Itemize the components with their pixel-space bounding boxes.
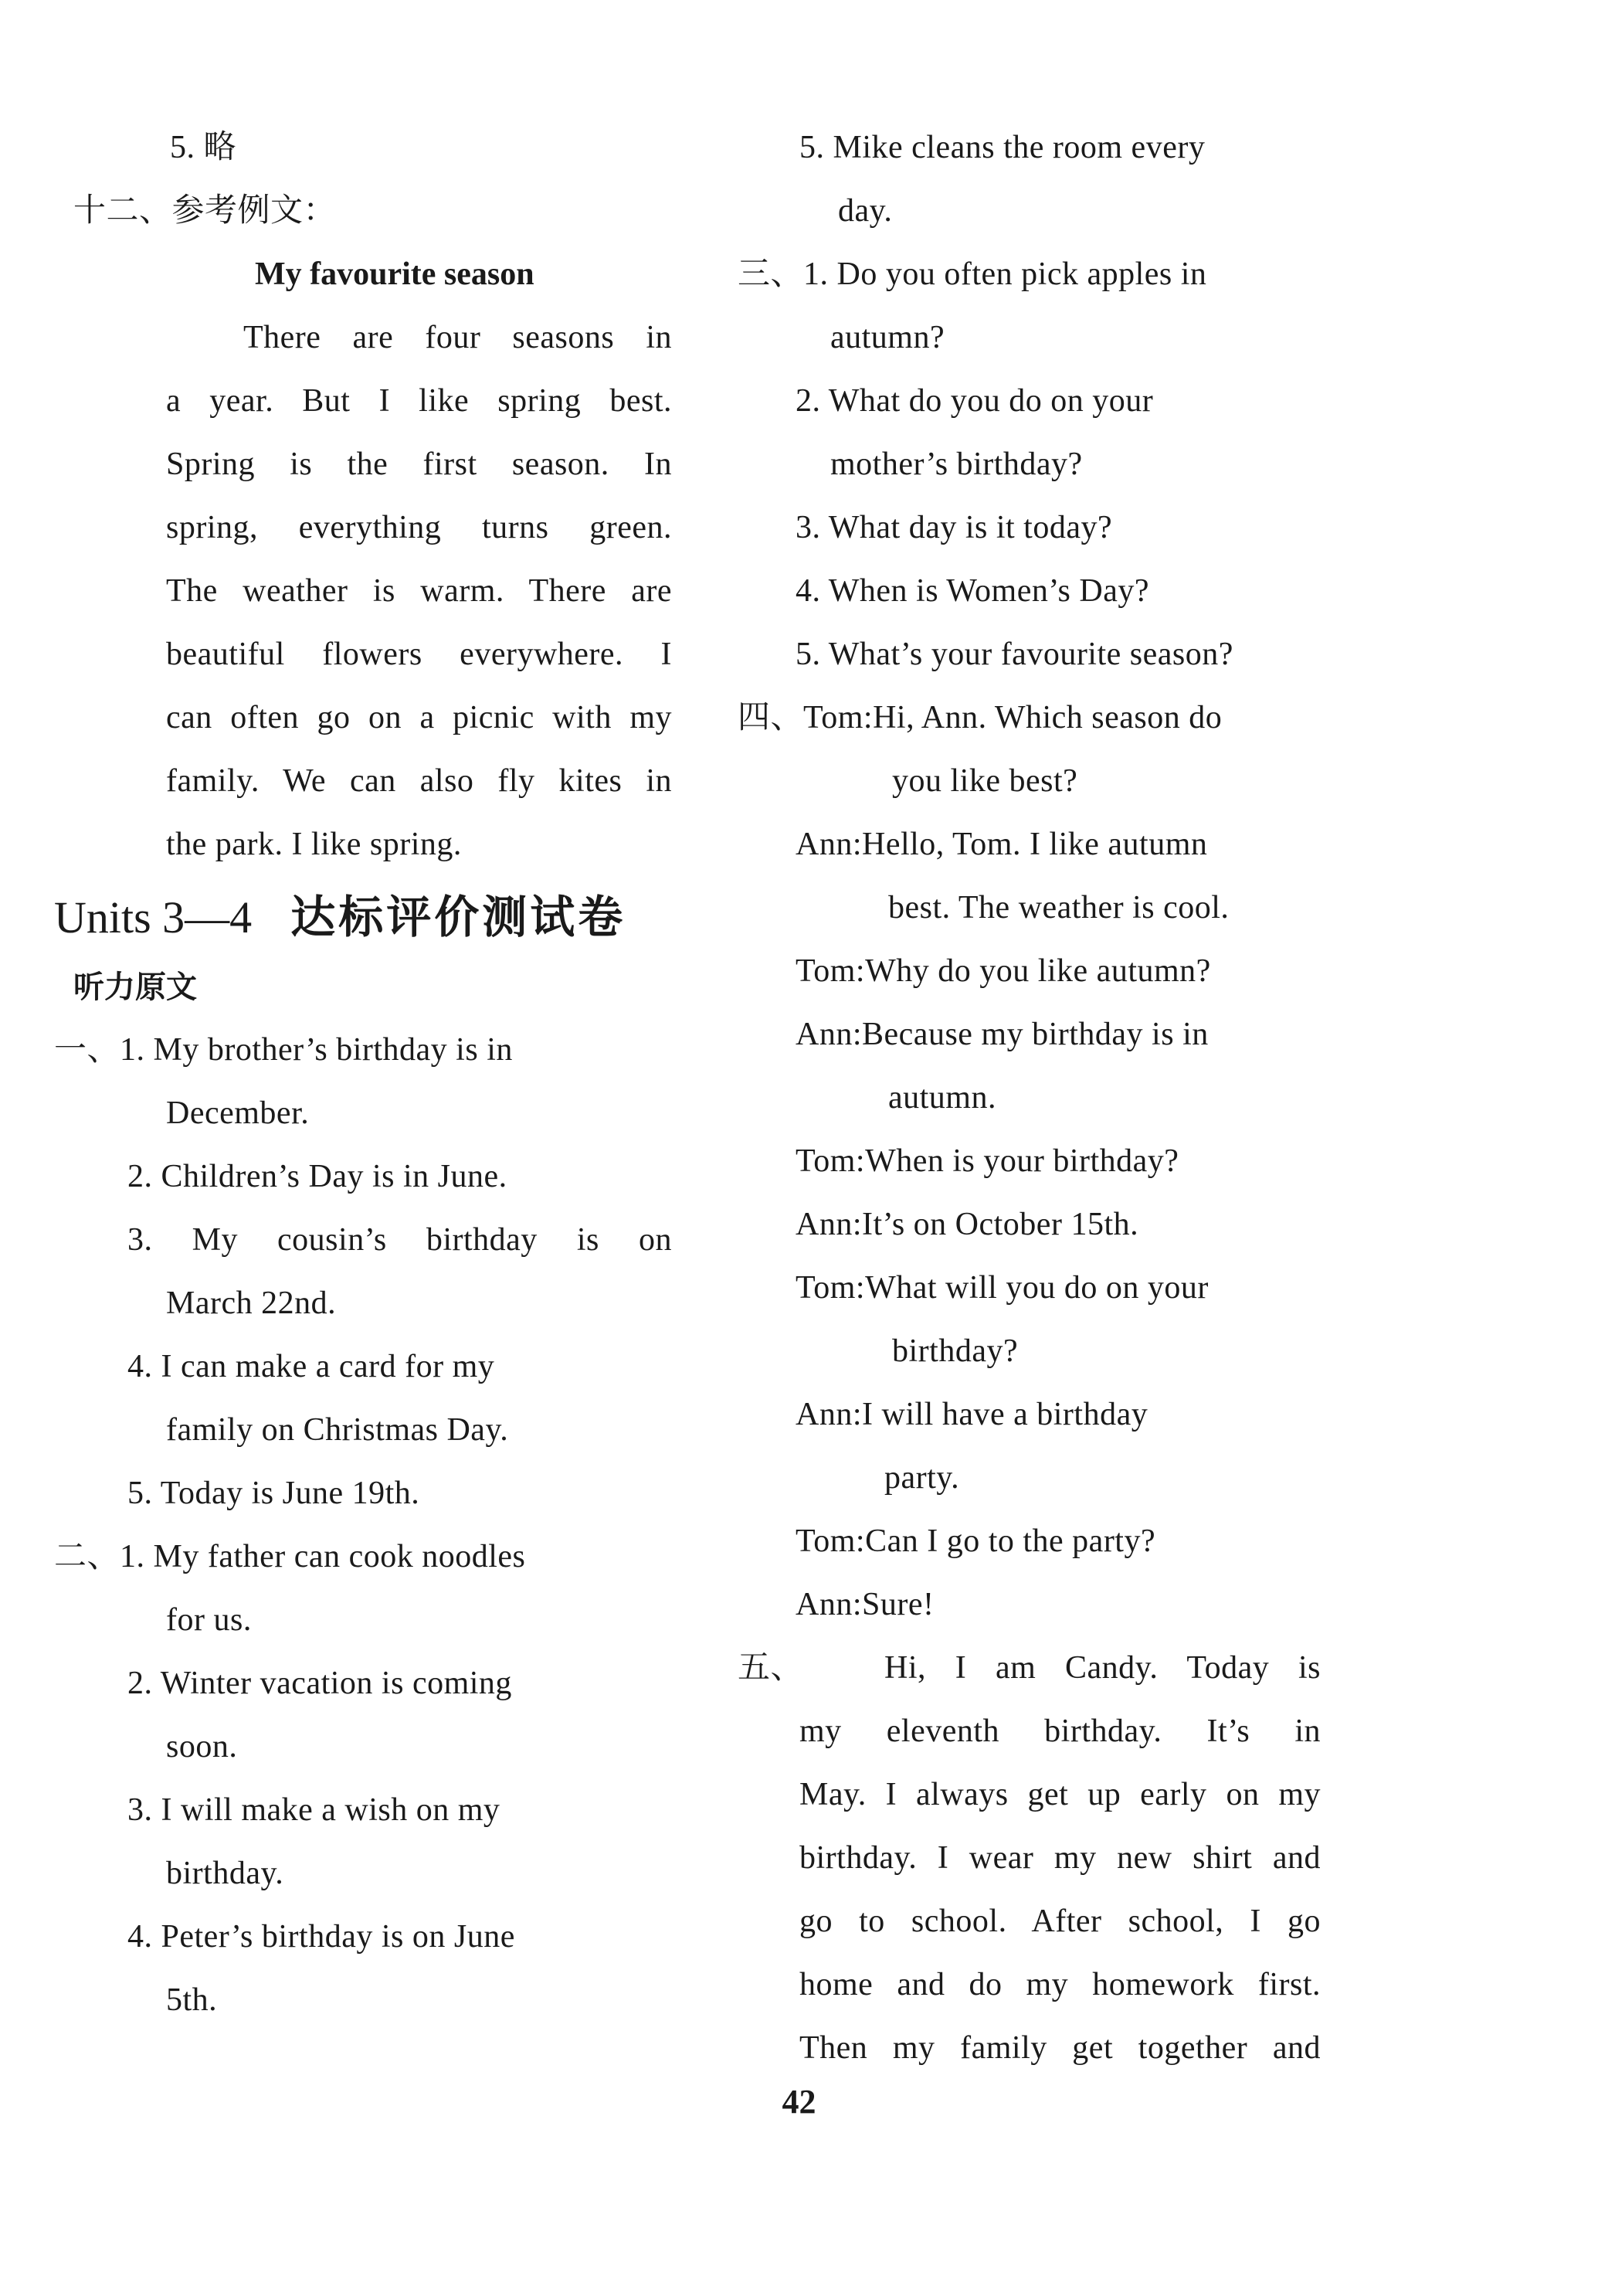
section-label: 五、 xyxy=(738,1650,804,1686)
list-item-text: 1. My father can cook noodles xyxy=(120,1539,526,1574)
dialogue-line xyxy=(738,1003,1355,1066)
right-column xyxy=(738,116,1355,2080)
dialogue-line xyxy=(738,1129,1355,1193)
dialogue-cont: best. The weather is cool. xyxy=(888,890,1230,926)
item-12-5: 5. 略 xyxy=(170,130,237,165)
essay-line: beautiful flowers everywhere. I xyxy=(166,637,672,672)
speaker: Tom: xyxy=(796,1143,866,1179)
left-column xyxy=(54,116,672,2032)
dialogue-text: Hello, Tom. I like autumn xyxy=(862,827,1208,862)
page-number: 42 xyxy=(782,2083,816,2121)
list-item: 4. When is Women’s Day? xyxy=(796,573,1149,609)
section-label: 三、 xyxy=(738,256,804,292)
dialogue-text: Because my birthday is in xyxy=(862,1017,1209,1052)
list-item-cont: autumn? xyxy=(830,320,945,355)
list-item xyxy=(54,1018,672,1082)
speaker: Ann: xyxy=(796,827,862,862)
list-item xyxy=(738,243,1355,306)
dialogue-text: When is your birthday? xyxy=(865,1143,1179,1179)
list-item-text: 1. Do you often pick apples in xyxy=(803,256,1207,292)
list-item-cont: for us. xyxy=(166,1602,252,1638)
section-label: 二、 xyxy=(54,1539,120,1574)
list-item-cont: December. xyxy=(166,1095,310,1131)
dialogue-text: Sure! xyxy=(862,1587,935,1622)
section-12-heading: 十二、参考例文： xyxy=(73,193,337,229)
paragraph-line: go to school. After school, I go xyxy=(799,1904,1321,1939)
listening-title: 听力原文 xyxy=(73,970,197,1005)
list-item: 4. Peter’s birthday is on June xyxy=(127,1919,515,1955)
section-label: 四、 xyxy=(738,700,804,735)
unit-heading-en: Units 3—4 xyxy=(54,892,253,943)
essay-line: family. We can also fly kites in xyxy=(166,763,672,799)
dialogue-line xyxy=(738,686,1355,749)
essay-line: the park. I like spring. xyxy=(166,827,462,862)
essay-body xyxy=(54,306,672,876)
dialogue-cont: autumn. xyxy=(888,1080,996,1116)
essay-title: My favourite season xyxy=(255,256,534,292)
list-item-cont: family on Christmas Day. xyxy=(166,1412,509,1448)
dialogue-line xyxy=(738,1510,1355,1573)
dialogue-line xyxy=(738,939,1355,1003)
list-item-cont: day. xyxy=(838,193,893,229)
list-item: 2. What do you do on your xyxy=(796,383,1154,419)
list-item: 4. I can make a card for my xyxy=(127,1349,495,1384)
dialogue-line xyxy=(738,1383,1355,1446)
list-item: 3. My cousin’s birthday is on xyxy=(127,1222,672,1258)
section-4 xyxy=(738,686,1355,1636)
dialogue-text: Why do you like autumn? xyxy=(865,953,1211,989)
essay-line: a year. But I like spring best. xyxy=(166,383,672,419)
list-item-cont: March 22nd. xyxy=(166,1286,337,1321)
section-2 xyxy=(54,1525,672,2032)
speaker: Ann: xyxy=(796,1587,862,1622)
dialogue-cont: birthday? xyxy=(892,1333,1019,1369)
speaker: Ann: xyxy=(796,1017,862,1052)
list-item: 5. Today is June 19th. xyxy=(127,1476,420,1511)
list-item-cont: mother’s birthday? xyxy=(830,447,1083,482)
list-item: 5. Mike cleans the room every xyxy=(799,130,1206,165)
speaker: Tom: xyxy=(796,1523,866,1559)
dialogue-cont: party. xyxy=(884,1460,960,1496)
paragraph-line: my eleventh birthday. It’s in xyxy=(799,1714,1321,1749)
list-item-text: 1. My brother’s birthday is in xyxy=(120,1032,513,1068)
unit-heading xyxy=(54,879,672,956)
list-item-cont: 5th. xyxy=(166,1982,218,2018)
paragraph-text: Hi, I am Candy. Today is xyxy=(884,1650,1321,1686)
dialogue-text: Hi, Ann. Which season do xyxy=(873,700,1223,735)
dialogue-line xyxy=(738,1193,1355,1256)
speaker: Tom: xyxy=(796,953,866,989)
dialogue-text: Can I go to the party? xyxy=(865,1523,1156,1559)
section-5 xyxy=(738,1636,1355,2080)
section-3 xyxy=(738,243,1355,686)
section-label: 一、 xyxy=(54,1032,120,1068)
list-item: 3. What day is it today? xyxy=(796,510,1113,545)
dialogue-text: It’s on October 15th. xyxy=(862,1207,1139,1242)
speaker: Ann: xyxy=(796,1207,862,1242)
essay-line: Spring is the first season. In xyxy=(166,447,672,482)
list-item: 3. I will make a wish on my xyxy=(127,1792,500,1828)
paragraph-line: May. I always get up early on my xyxy=(799,1777,1321,1812)
essay-line: There are four seasons in xyxy=(243,320,672,355)
essay-line: spring, everything turns green. xyxy=(166,510,672,545)
section-1 xyxy=(54,1018,672,1525)
dialogue-cont: you like best? xyxy=(892,763,1078,799)
dialogue-text: I will have a birthday xyxy=(862,1397,1148,1432)
list-item: 2. Winter vacation is coming xyxy=(127,1666,512,1701)
list-item xyxy=(54,1525,672,1588)
dialogue-line xyxy=(738,1256,1355,1320)
list-item: 2. Children’s Day is in June. xyxy=(127,1159,507,1194)
list-item-cont: soon. xyxy=(166,1729,238,1764)
essay-line: can often go on a picnic with my xyxy=(166,700,672,735)
speaker: Tom: xyxy=(796,1270,866,1306)
list-item: 5. What’s your favourite season? xyxy=(796,637,1233,672)
speaker: Ann: xyxy=(796,1397,862,1432)
paragraph-line: Then my family get together and xyxy=(799,2030,1321,2066)
speaker: Tom: xyxy=(803,700,874,735)
unit-heading-cn: 达标评价测试卷 xyxy=(290,892,626,943)
paragraph-line: home and do my homework first. xyxy=(799,1967,1321,2002)
dialogue-line xyxy=(738,1573,1355,1636)
paragraph-line xyxy=(738,1636,1355,1700)
paragraph-line: birthday. I wear my new shirt and xyxy=(799,1840,1321,1876)
essay-line: The weather is warm. There are xyxy=(166,573,672,609)
list-item-cont: birthday. xyxy=(166,1856,284,1891)
dialogue-line xyxy=(738,813,1355,876)
dialogue-text: What will you do on your xyxy=(865,1270,1209,1306)
